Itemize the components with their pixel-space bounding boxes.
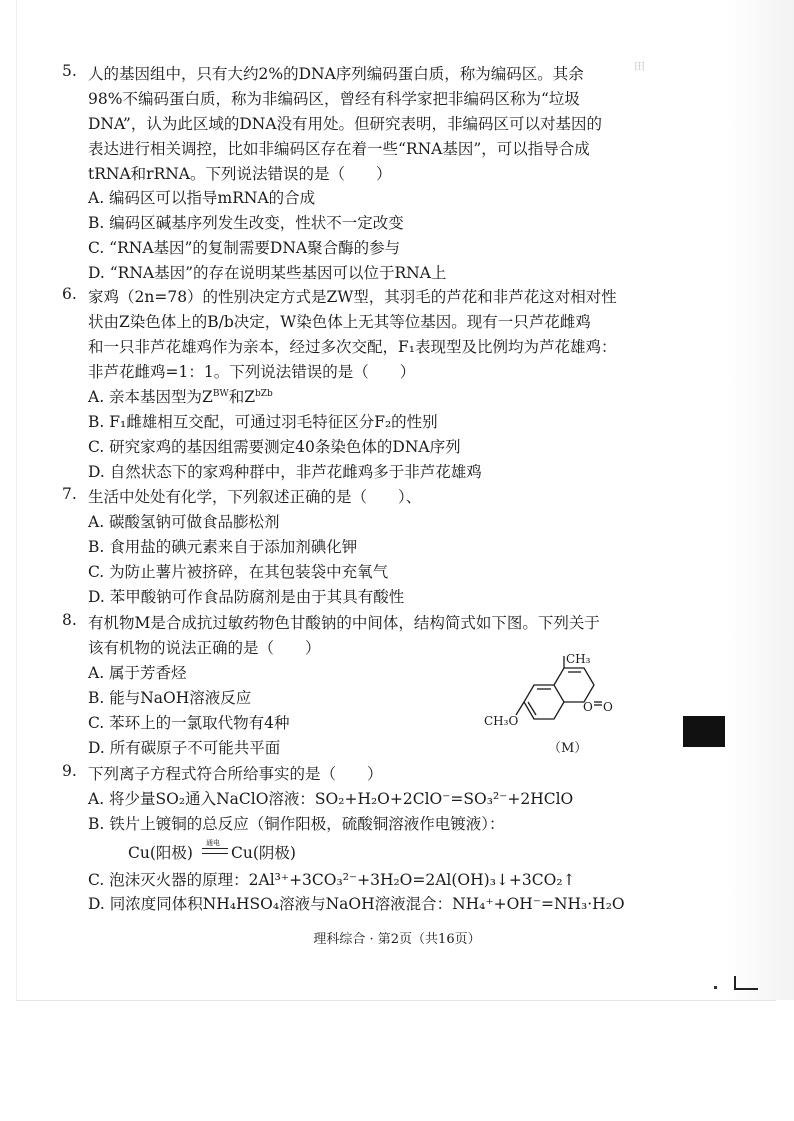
q6-line: 状由Z染色体上的B/b决定，W染色体上无其等位基因。现有一只芦花雌鸡	[88, 313, 591, 331]
q5-option-a: A. 编码区可以指导mRNA的合成	[88, 189, 316, 207]
q5-line: tRNA和rRNA。下列说法错误的是（ ）	[88, 165, 392, 183]
q8-option-b: B. 能与NaOH溶液反应	[88, 689, 252, 707]
q6-line: 家鸡（2n=78）的性别决定方式是ZW型，其羽毛的芦花和非芦花这对相对性	[88, 288, 617, 306]
coumarin-structure-figure	[476, 650, 616, 760]
q9-equals-sign	[202, 848, 228, 854]
q9-option-c: C. 泡沫灭火器的原理：2Al³⁺+3CO₃²⁻+3H₂O=2Al(OH)₃↓+3CO₂↑	[88, 871, 576, 889]
q6-line: 和一只非芦花雄鸡作为亲本，经过多次交配，F₁表现型及比例均为芦花雄鸡：	[88, 338, 617, 356]
q6-line: 非芦花雌鸡=1：1。下列说法错误的是（ ）	[88, 363, 416, 381]
q9-line: 下列离子方程式符合所给事实的是（ ）	[88, 765, 383, 783]
q8-option-a: A. 属于芳香烃	[88, 664, 187, 682]
q5-line: 表达进行相关调控，比如非编码区存在着一些“RNA基因”，可以指导合成	[88, 140, 590, 158]
scan-black-tab	[683, 716, 725, 747]
q9-number: 9.	[62, 762, 77, 780]
carbonyl-oxygen-label: O	[603, 700, 613, 714]
q5-line: 98%不编码蛋白质，称为非编码区，曾经有科学家把非编码区称为“垃圾	[88, 90, 580, 108]
q5-line: 人的基因组中，只有大约2%的DNA序列编码蛋白质，称为编码区。其余	[88, 65, 584, 83]
scan-dot	[714, 986, 717, 989]
q6-option-a: A. 亲本基因型为$Z^{BW}$和$Z^{bZb}$	[88, 388, 273, 406]
page-footer: 理科综合 · 第2页（共16页）	[313, 932, 481, 947]
methyl-label: CH₃	[566, 652, 591, 666]
q6-option-d: D. 自然状态下的家鸡种群中，非芦花雌鸡多于非芦花雄鸡	[88, 463, 482, 481]
q6-number: 6.	[62, 285, 77, 303]
methoxy-label: CH₃O	[484, 714, 519, 728]
q5-option-b: B. 编码区碱基序列发生改变，性状不一定改变	[88, 214, 404, 232]
q8-option-d: D. 所有碳原子不可能共平面	[88, 739, 281, 757]
q5-option-c: C. “RNA基因”的复制需要DNA聚合酶的参与	[88, 239, 401, 257]
q7-number: 7.	[62, 485, 77, 503]
q9-option-b-condition: 通电	[206, 839, 220, 847]
q6-option-c: C. 研究家鸡的基因组需要测定40条染色体的DNA序列	[88, 438, 461, 456]
q7-line: 生活中处处有化学，下列叙述正确的是（ ）、	[88, 488, 422, 506]
scan-shadow	[724, 0, 794, 1000]
q9-option-b: B. 铁片上镀铜的总反应（铜作阳极，硫酸铜溶液作电镀液）：	[88, 815, 505, 833]
ring-oxygen-label: O	[583, 700, 593, 714]
scan-bottom-line	[16, 1000, 776, 1001]
q5-line: DNA”，认为此区域的DNA没有用处。但研究表明，非编码区可以对基因的	[88, 115, 603, 133]
pyrone-ring	[554, 668, 594, 702]
faint-mark: 田	[634, 60, 645, 73]
q5-number: 5.	[62, 62, 77, 80]
q7-option-b: B. 食用盐的碘元素来自于添加剂碘化钾	[88, 538, 358, 556]
q8-line: 该有机物的说法正确的是（ ）	[88, 639, 321, 657]
q8-line: 有机物M是合成抗过敏药物色甘酸钠的中间体，结构简式如下图。下列关于	[88, 614, 600, 632]
q5-option-d: D. “RNA基因”的存在说明某些基因可以位于RNA上	[88, 264, 447, 282]
q8-number: 8.	[62, 611, 77, 629]
q7-option-a: A. 碳酸氢钠可做食品膨松剂	[88, 513, 280, 531]
q9-option-d: D. 同浓度同体积NH₄HSO₄溶液与NaOH溶液混合：NH₄⁺+OH⁻=NH₃·H₂O	[88, 895, 625, 913]
q9-option-a: A. 将少量SO₂通入NaClO溶液：SO₂+H₂O+2ClO⁻=SO₃²⁻+2HClO	[88, 790, 574, 808]
crop-mark	[734, 976, 758, 990]
scan-edge-line	[16, 0, 17, 1000]
benzene-ring	[524, 685, 564, 719]
q7-option-c: C. 为防止薯片被挤碎，在其包装袋中充氧气	[88, 563, 389, 581]
figure-caption: （M）	[548, 741, 588, 756]
q6-option-b: B. F₁雌雄相互交配，可通过羽毛特征区分F₂的性别	[88, 413, 438, 431]
q8-option-c: C. 苯环上的一氯取代物有4种	[88, 714, 290, 732]
q7-option-d: D. 苯甲酸钠可作食品防腐剂是由于其具有酸性	[88, 588, 405, 606]
q9-option-b-cathode: Cu(阴极)	[231, 844, 296, 862]
q9-option-b-anode: Cu(阳极)	[128, 844, 193, 862]
